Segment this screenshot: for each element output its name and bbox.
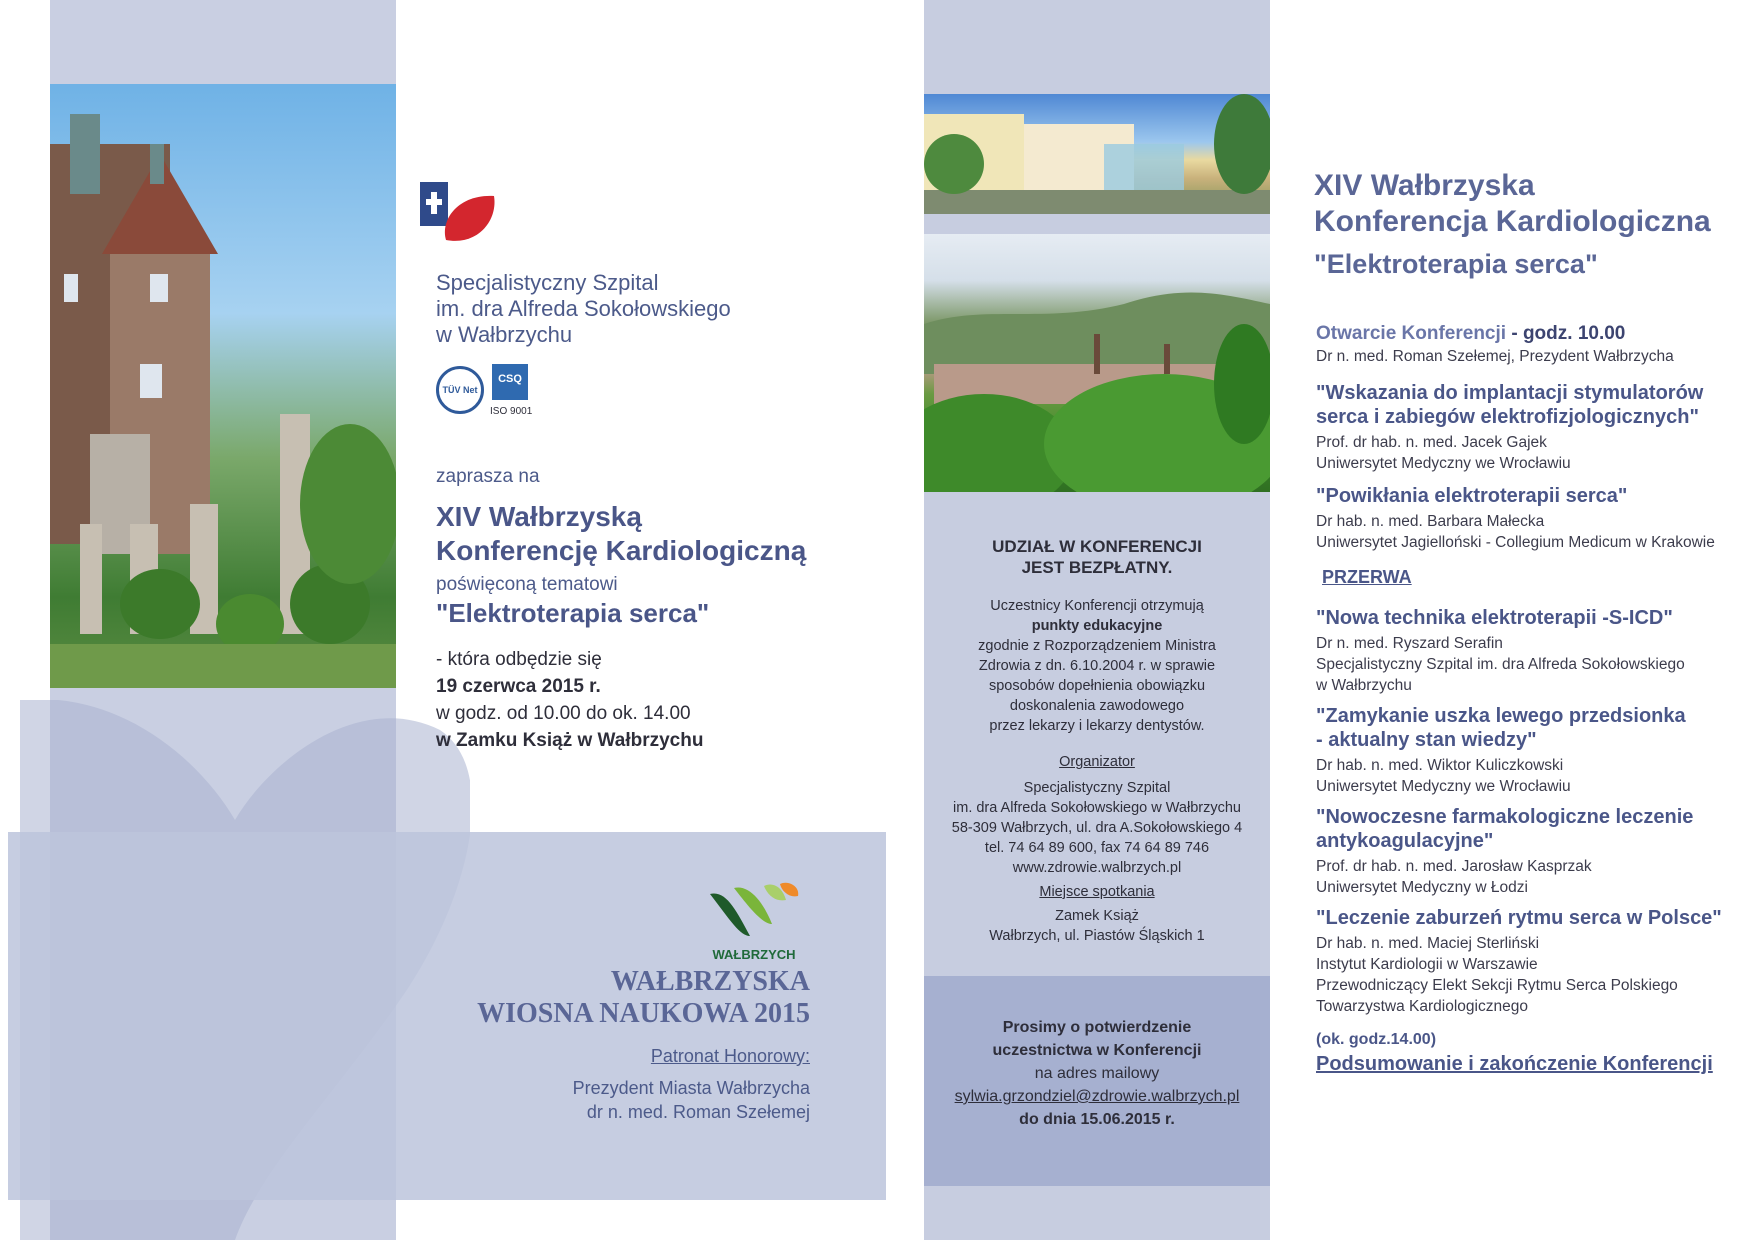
talk-affiliation: Towarzystwa Kardiologicznego <box>1316 998 1528 1015</box>
hospital-logo <box>418 180 498 256</box>
opening-label: Otwarcie Konferencji <box>1316 323 1507 344</box>
talk-speaker: Dr hab. n. med. Barbara Małecka <box>1316 513 1545 530</box>
iso-label: ISO 9001 <box>490 406 533 417</box>
city-panorama-photo <box>924 234 1270 492</box>
participation-free-notice <box>924 536 1270 578</box>
organizer-block <box>924 752 1270 878</box>
talk-affiliation: Uniwersytet Jagielloński - Collegium Medicum w Krakowie <box>1316 534 1715 551</box>
organizer-line: Specjalistyczny Szpital <box>1023 780 1171 796</box>
spring-title-line: WIOSNA NAUKOWA 2015 <box>477 998 810 1029</box>
invite-intro: zaprasza na <box>436 466 540 487</box>
csq-cert-badge <box>492 364 528 400</box>
organizer-website-link[interactable]: www.zdrowie.walbrzych.pl <box>1012 860 1182 876</box>
talk-speaker: Prof. dr hab. n. med. Jacek Gajek <box>1316 434 1547 451</box>
talk-title-line: - aktualny stan wiedzy" <box>1316 729 1537 751</box>
program-title <box>1314 168 1711 282</box>
education-points-label: punkty edukacyjne <box>1031 618 1163 634</box>
talk-speaker: Dr hab. n. med. Wiktor Kuliczkowski <box>1316 757 1564 774</box>
hospital-name-line: Specjalistyczny Szpital <box>436 270 659 295</box>
venue-block <box>924 882 1270 946</box>
talk-title-line: serca i zabiegów elektrofizjologicznych" <box>1316 406 1699 428</box>
hospital-building-photo <box>924 94 1270 214</box>
csq-cert-label: CSQ <box>498 373 522 385</box>
closing-session: Podsumowanie i zakończenie Konferencji <box>1316 1053 1713 1075</box>
walbrzych-city-logo <box>706 880 802 960</box>
program-title-line: Konferencja Kardiologiczna <box>1314 205 1711 238</box>
confirmation-text <box>924 1016 1270 1131</box>
education-info-line: doskonalenia zawodowego <box>1009 698 1185 714</box>
confirmation-deadline: do dnia 15.06.2015 r. <box>1019 1111 1175 1128</box>
closing-time: (ok. godz.14.00) <box>1316 1031 1437 1048</box>
program-break: PRZERWA <box>1322 567 1412 587</box>
confirmation-line: na adres mailowy <box>1034 1065 1160 1082</box>
opening-speaker: Dr n. med. Roman Szełemej, Prezydent Wałbrzycha <box>1316 348 1674 365</box>
talk-title-line: antykoagulacyjne" <box>1316 830 1494 852</box>
spring-event-title <box>440 966 810 1030</box>
confirmation-line: uczestnictwa w Konferencji <box>992 1042 1202 1059</box>
organizer-label: Organizator <box>1059 754 1135 770</box>
patronage-label: Patronat Honorowy: <box>650 1046 810 1066</box>
program-opening <box>1316 322 1736 346</box>
talk-affiliation: w Wałbrzychu <box>1316 677 1412 694</box>
talk-title: "Powikłania elektroterapii serca" <box>1316 485 1628 507</box>
invite-topic: "Elektroterapia serca" <box>436 598 710 628</box>
organizer-line: im. dra Alfreda Sokołowskiego w Wałbrzychu <box>953 800 1241 816</box>
patron-line: dr n. med. Roman Szełemej <box>586 1102 810 1122</box>
free-notice-line: UDZIAŁ W KONFERENCJI <box>992 537 1202 556</box>
tuv-cert-label: TÜV Net <box>442 385 478 395</box>
talk-title <box>1316 381 1736 429</box>
castle-photo <box>50 84 396 688</box>
organizer-address: 58-309 Wałbrzych, ul. dra A.Sokołowskiego 4 <box>951 820 1243 836</box>
talk-speaker: Prof. dr hab. n. med. Jarosław Kasprzak <box>1316 858 1592 875</box>
program-title-line: XIV Wałbrzyska <box>1314 169 1535 202</box>
organizer-phone: tel. 74 64 89 600, fax 74 64 89 746 <box>984 840 1210 856</box>
invite-hours: w godz. od 10.00 do ok. 14.00 <box>436 703 691 724</box>
talk-speaker: Dr hab. n. med. Maciej Sterliński <box>1316 935 1540 952</box>
spring-title-line: WAŁBRZYSKA <box>610 966 810 997</box>
program-list <box>1316 322 1736 1075</box>
invite-which: - która odbędzie się <box>436 649 602 670</box>
talk-affiliation: Specjalistyczny Szpital im. dra Alfreda Sokołowskiego <box>1316 656 1685 673</box>
venue-label: Miejsce spotkania <box>1039 884 1155 900</box>
talk-title-line: "Zamykanie uszka lewego przedsionka <box>1316 705 1686 727</box>
venue-address: Wałbrzych, ul. Piastów Śląskich 1 <box>989 928 1205 944</box>
talk-affiliation: Przewodniczący Elekt Sekcji Rytmu Serca Polskiego <box>1316 977 1678 994</box>
talk-affiliation: Uniwersytet Medyczny we Wrocławiu <box>1316 455 1571 472</box>
honorary-patronage <box>560 1044 810 1124</box>
tuv-cert-badge <box>436 366 484 414</box>
talk-affiliation: Uniwersytet Medyczny w Łodzi <box>1316 879 1528 896</box>
invite-conference-name <box>436 500 806 568</box>
invite-dedicated: poświęconą tematowi <box>436 574 618 595</box>
education-info-line: sposobów dopełnienia obowiązku <box>988 678 1206 694</box>
talk-title: "Nowa technika elektroterapii -S-ICD" <box>1316 607 1673 629</box>
education-info-line: Uczestnicy Konferencji otrzymują <box>990 598 1204 614</box>
conference-name-line: Konferencję Kardiologiczną <box>436 535 807 566</box>
invite-date: 19 czerwca 2015 r. <box>436 676 601 697</box>
talk-affiliation: Instytut Kardiologii w Warszawie <box>1316 956 1538 973</box>
talk-title <box>1316 704 1736 752</box>
invite-place: w Zamku Książ w Wałbrzychu <box>436 730 704 751</box>
education-points-info <box>924 596 1270 736</box>
talk-title-line: "Wskazania do implantacji stymulatorów <box>1316 382 1704 404</box>
talk-affiliation: Uniwersytet Medyczny we Wrocławiu <box>1316 778 1571 795</box>
walbrzych-logo-text: WAŁBRZYCH <box>712 947 796 962</box>
hospital-name-line: im. dra Alfreda Sokołowskiego <box>436 296 731 321</box>
talk-title <box>1316 805 1736 853</box>
education-info-line: zgodnie z Rozporządzeniem Ministra <box>978 638 1216 654</box>
talk-speaker: Dr n. med. Ryszard Serafin <box>1316 635 1503 652</box>
education-info-line: przez lekarzy i lekarzy dentystów. <box>989 718 1205 734</box>
patron-line: Prezydent Miasta Wałbrzycha <box>572 1078 810 1098</box>
talk-title: "Leczenie zaburzeń rytmu serca w Polsce" <box>1316 907 1722 929</box>
hospital-name <box>436 270 731 348</box>
education-info-line: Zdrowia z dn. 6.10.2004 r. w sprawie <box>978 658 1216 674</box>
confirmation-line: Prosimy o potwierdzenie <box>1002 1019 1192 1036</box>
confirmation-email-link[interactable]: sylwia.grzondziel@zdrowie.walbrzych.pl <box>954 1088 1240 1105</box>
conference-name-line: XIV Wałbrzyską <box>436 501 642 532</box>
hospital-name-line: w Wałbrzychu <box>436 322 573 347</box>
talk-title-line: "Nowoczesne farmakologiczne leczenie <box>1316 806 1694 828</box>
venue-line: Zamek Książ <box>1055 908 1139 924</box>
free-notice-line: JEST BEZPŁATNY. <box>1021 558 1173 577</box>
invite-details <box>436 646 703 754</box>
opening-time: - godz. 10.00 <box>1506 323 1626 344</box>
program-topic: "Elektroterapia serca" <box>1314 249 1598 279</box>
